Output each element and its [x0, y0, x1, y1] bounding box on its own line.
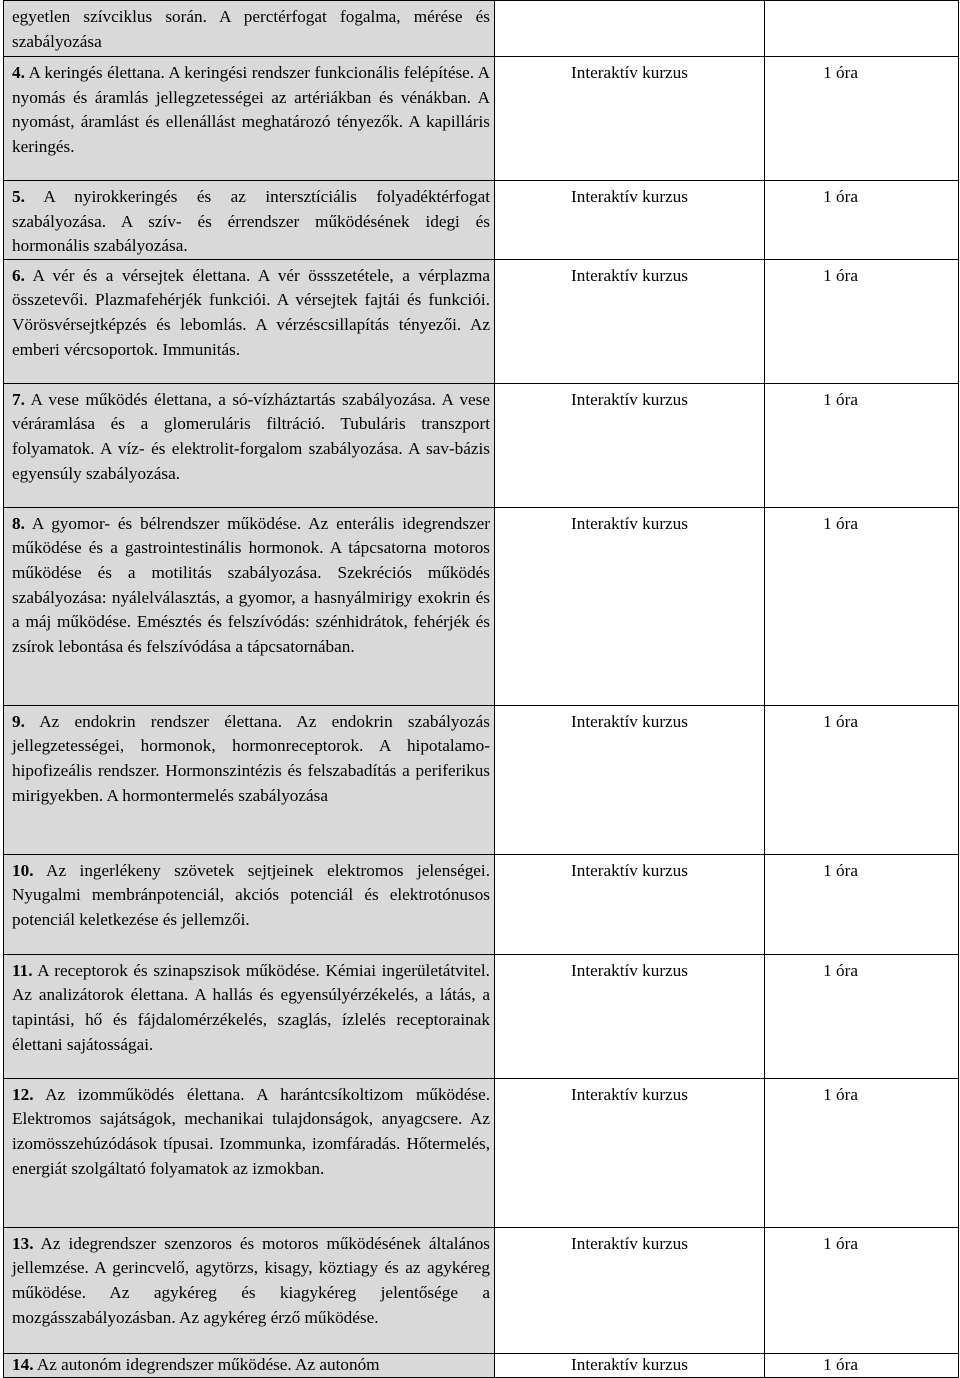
topic-text: A gyomor- és bélrendszer működése. Az enterális idegrendszer működése és a gastrointestinális hormonok. A tápcsatorna motoros működése és a motilitás szabályozása. Szekréciós működés szabályozása: nyálelválasztás, a gyomor, a hasnyálmirigy exokrin és a máj működése. Emésztés és felszívódás: szénhidrátok, fehérjék és zsírok lebontása és felszívódása a tápcsatornában. — [12, 513, 490, 656]
table-row — [4, 954, 959, 1078]
topic-number: 10. — [12, 860, 34, 880]
table-row — [4, 507, 959, 705]
topic-cell — [4, 383, 495, 507]
table-row — [4, 1353, 959, 1377]
table-row — [4, 854, 959, 954]
topic-cell — [4, 854, 495, 954]
topic-number: 14. — [12, 1354, 34, 1374]
topic-cell — [4, 1, 495, 57]
hours-cell: 1 óra — [765, 259, 959, 383]
topic-text: A vér és a vérsejtek élettana. A vér össszetétele, a vérplazma összetevői. Plazmafehérjék funkciói. A vérsejtek fajtái és funkciói. Vörösvérsejtképzés és lebomlás. A vérzéscsillapítás tényezői. Az emberi vércsoportok. Immunitás. — [12, 265, 490, 359]
hours-cell: 1 óra — [765, 954, 959, 1078]
topic-text: A nyirokkeringés és az intersztíciális folyadéktérfogat szabályozása. A szív- és érrendszer működésének idegi és hormonális szabályozása. — [12, 187, 490, 256]
syllabus-table — [3, 0, 959, 1378]
topic-cell — [4, 57, 495, 181]
table-row — [4, 383, 959, 507]
hours-cell: 1 óra — [765, 181, 959, 260]
topic-number: 7. — [12, 389, 25, 409]
topic-number: 6. — [12, 265, 25, 285]
topic-text: A keringés élettana. A keringési rendszer funkcionális felépítése. A nyomás és áramlás jellegzetességei az artériákban és vénákban. A nyomást, áramlást és ellenállást meghatározó tényezők. A kapilláris keringés. — [12, 63, 490, 156]
topic-text: Az autonóm idegrendszer működése. Az autonóm — [36, 1354, 380, 1374]
table-row — [4, 259, 959, 383]
hours-cell: 1 óra — [765, 57, 959, 181]
hours-cell: 1 óra — [765, 1078, 959, 1227]
table-row — [4, 1227, 959, 1353]
topic-text: Az idegrendszer szenzoros és motoros működésének általános jellemzése. A gerincvelő, agytörzs, kisagy, köztiagy és az agykéreg működése. Az agykéreg és kiagykéreg jelentősége a mozgásszabályozásban. Az agykéreg érző működése. — [12, 1233, 490, 1327]
topic-number: 4. — [12, 63, 25, 82]
topic-number: 12. — [12, 1084, 34, 1104]
type-cell: Interaktív kurzus — [495, 383, 765, 507]
topic-number: 8. — [12, 513, 25, 533]
hours-cell: 1 óra — [765, 854, 959, 954]
topic-text: Az endokrin rendszer élettana. Az endokrin szabályozás jellegzetességei, hormonok, hormonreceptorok. A hipotalamo-hipofizeális rendszer. Hormonszintézis és felszabadítás a periferikus mirigyekben. A hormontermelés szabályozása — [12, 711, 490, 805]
hours-cell: 1 óra — [765, 383, 959, 507]
topic-text: A receptorok és szinapszisok működése. Kémiai ingerületátvitel. Az analizátorok élettana. A hallás és egyensúlyérzékelés, a látás, a tapintási, hő és fájdalomérzékelés, szaglás, ízlelés receptorainak élettani sajátosságai. — [12, 960, 490, 1054]
type-cell: Interaktív kurzus — [495, 259, 765, 383]
type-cell: Interaktív kurzus — [495, 1227, 765, 1353]
topic-number: 13. — [12, 1233, 34, 1253]
topic-cell — [4, 507, 495, 705]
topic-number: 11. — [12, 960, 33, 980]
topic-text: egyetlen szívciklus során. A perctérfogat fogalma, mérése és szabályozása — [12, 7, 490, 51]
topic-cell — [4, 1353, 495, 1377]
topic-text: Az izomműködés élettana. A harántcsíkoltizom működése. Elektromos sajátságok, mechanikai tulajdonságok, anyagcsere. Az izomösszehúzódások típusai. Izommunka, izomfáradás. Hőtermelés, energiát szolgáltató folyamatok az izmokban. — [12, 1084, 490, 1178]
type-cell: Interaktív kurzus — [495, 705, 765, 854]
table-row — [4, 1078, 959, 1227]
topic-cell — [4, 1227, 495, 1353]
table-row — [4, 57, 959, 181]
topic-text: Az ingerlékeny szövetek sejtjeinek elektromos jelenségei. Nyugalmi membránpotenciál, akciós potenciál és elektrotónusos potenciál keletkezése és jellemzői. — [12, 860, 490, 929]
hours-cell: 1 óra — [765, 507, 959, 705]
type-cell: Interaktív kurzus — [495, 507, 765, 705]
topic-text: A vese működés élettana, a só-vízháztartás szabályozása. A vese véráramlása és a glomeruláris filtráció. Tubuláris transzport folyamatok. A víz- és elektrolit-forgalom szabályozása. A sav-bázis egyensúly szabályozása. — [12, 389, 490, 483]
topic-cell — [4, 954, 495, 1078]
topic-cell — [4, 705, 495, 854]
topic-number: 5. — [12, 187, 25, 206]
topic-cell — [4, 181, 495, 260]
topic-cell — [4, 1078, 495, 1227]
type-cell: Interaktív kurzus — [495, 854, 765, 954]
table-row — [4, 181, 959, 260]
type-cell: Interaktív kurzus — [495, 954, 765, 1078]
hours-cell: 1 óra — [765, 1227, 959, 1353]
type-cell: Interaktív kurzus — [495, 57, 765, 181]
hours-cell: 1 óra — [765, 1353, 959, 1377]
type-cell: Interaktív kurzus — [495, 181, 765, 260]
type-cell — [495, 1, 765, 57]
topic-cell — [4, 259, 495, 383]
table-row — [4, 705, 959, 854]
type-cell: Interaktív kurzus — [495, 1353, 765, 1377]
topic-number: 9. — [12, 711, 25, 731]
hours-cell: 1 óra — [765, 705, 959, 854]
type-cell: Interaktív kurzus — [495, 1078, 765, 1227]
hours-cell — [765, 1, 959, 57]
table-row — [4, 1, 959, 57]
